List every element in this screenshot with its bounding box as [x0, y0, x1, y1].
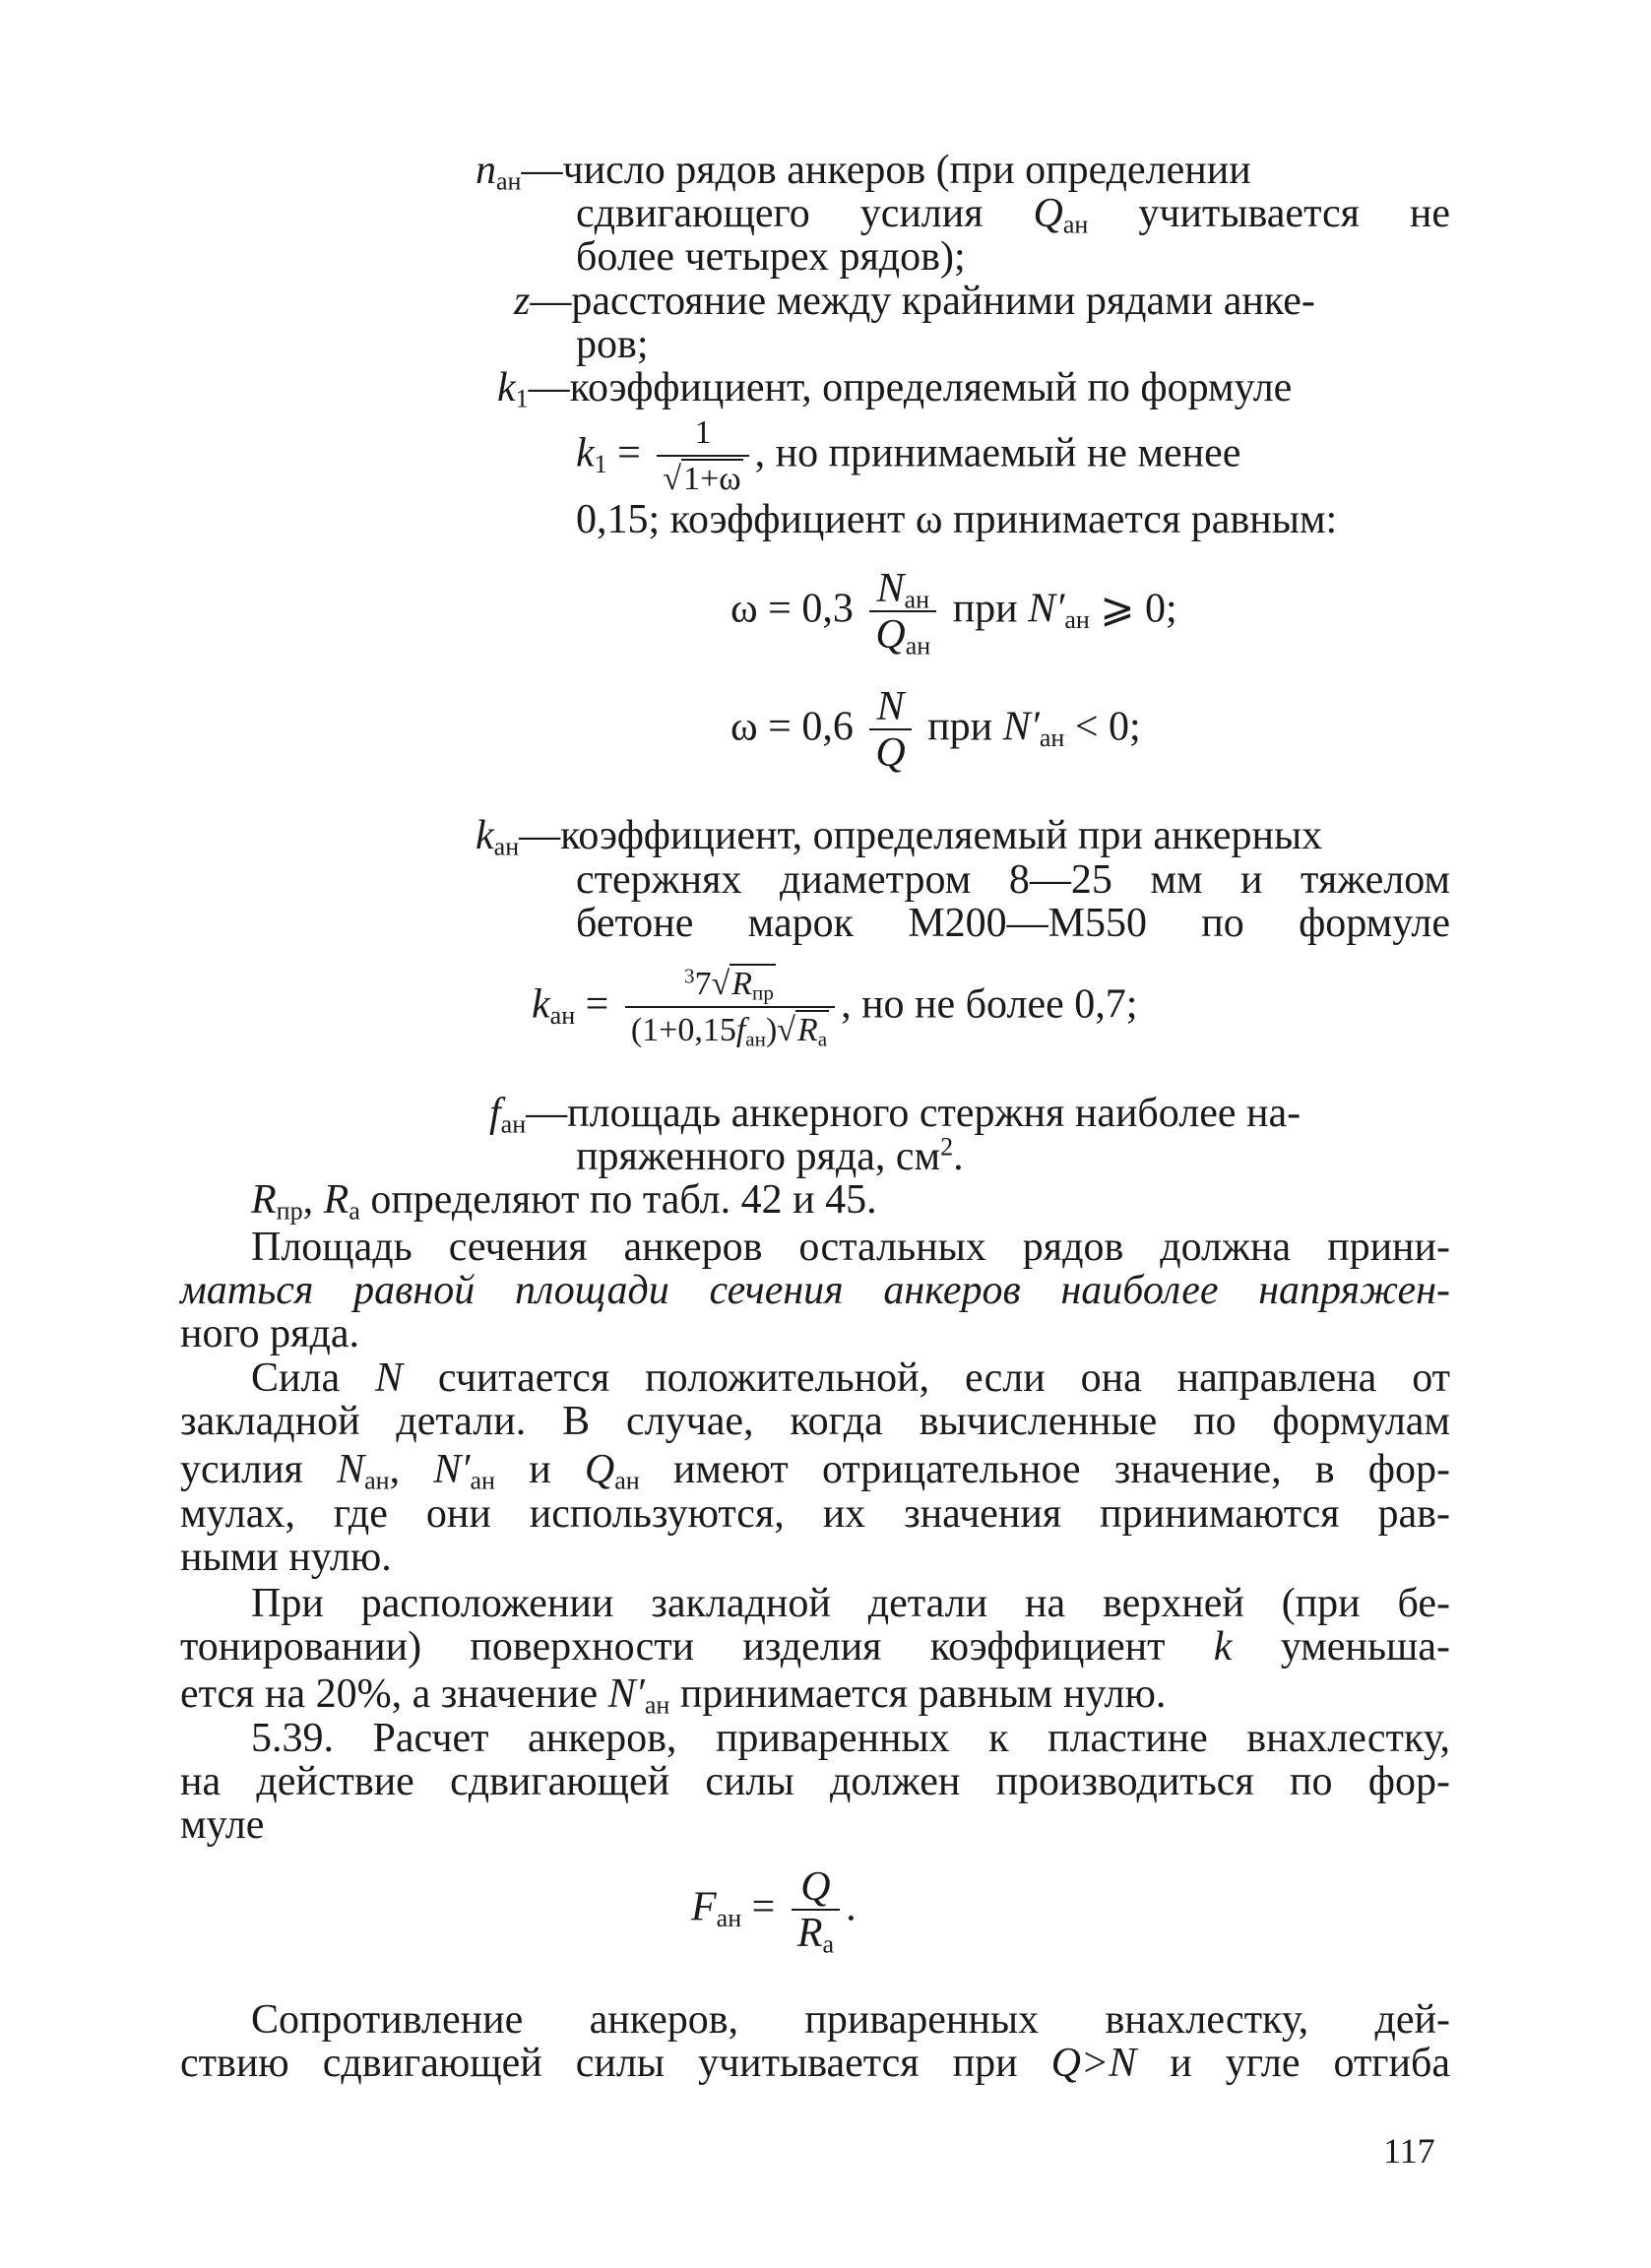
para1-line1: Площадь сечения анкеров остальных рядов должна прини-	[251, 1225, 1450, 1270]
para3-line3: ется на 20%, а значение $N'_{ан}$ принимается равным нулю.	[180, 1671, 1167, 1720]
def-r-line: $R_{пр}$, $R_а$ определяют по табл. 42 и 45.	[251, 1177, 877, 1226]
para3-line1: При расположении закладной детали на верхней (при бе-	[251, 1581, 1450, 1626]
para4-line3: муле	[180, 1802, 265, 1848]
omega2-fraction: $\frac{N}{Q}$	[869, 685, 911, 776]
k-an-fraction: $\frac{^37√R_{пр}}{(1+0,15f_{ан})√R_а}$	[625, 963, 835, 1053]
para1-line3: ного ряда.	[180, 1311, 359, 1356]
para2-line3: усилия $N_{ан}$, $N'_{ан}$ и $Q_{ан}$ имеют отрицательное значение, в фор-	[180, 1447, 1451, 1495]
para2-line5: ными нулю.	[180, 1535, 392, 1580]
omega-formula-2: ω = 0,6 $\frac{N}{Q}$ при $N'_{ан} < 0$;	[730, 684, 1141, 776]
omega-formula-1: ω = 0,3 $\frac{N_{ан}}{Q_{ан}}$ при $N'_{ан}$ ⩾ 0;	[730, 566, 1177, 661]
formula-f-an: $F_{ан}$ = $\frac{Q}{R_а}$ .	[691, 1864, 857, 1959]
def-n-an-line3: более четырех рядов);	[576, 234, 966, 280]
para5-line1: Сопротивление анкеров, приваренных внахлестку, дей-	[251, 1997, 1450, 2043]
def-n-an-line2: сдвигающего усилия $Q_{ан}$ учитывается не	[576, 191, 1450, 239]
para1-line2: маться равной площади сечения анкеров наиболее напряжен-	[180, 1268, 1450, 1313]
def-n-an-line1: $n_{ан}—число$ рядов анкеров (при определении	[476, 148, 1251, 196]
def-k-an-line3: бетоне марок М200—М550 по формуле	[576, 901, 1450, 946]
def-z-line1: z—расстояние между крайними рядами анке-	[514, 279, 1315, 324]
def-z-line2: ров;	[576, 322, 649, 367]
def-k1-line3: 0,15; коэффициент ω принимается равным:	[576, 497, 1338, 542]
k-an-formula: $k_{ан}$ = $\frac{^37√R_{пр}}{(1+0,15f_{ан})√R_а}$ , но не более 0,7;	[532, 963, 1137, 1053]
para2-line2: закладной детали. В случае, когда вычисленные по формулам	[180, 1399, 1450, 1444]
para4-line1: 5.39. Расчет анкеров, приваренных к пластине внахлестку,	[251, 1716, 1450, 1761]
k1-fraction: $\frac{1}{√1+\omega}$	[657, 411, 748, 502]
para5-line2: ствию сдвигающей силы учитывается при Q>N и угле отгиба	[180, 2041, 1451, 2086]
para4-line2: на действие сдвигающей силы должен производиться по фор-	[180, 1759, 1450, 1804]
def-k-an-line2: стержнях диаметром 8—25 мм и тяжелом	[576, 857, 1450, 903]
def-k1-line1: $k_1—коэффициент$, определяемый по формуле	[497, 365, 1293, 413]
omega1-fraction: $\frac{N_{ан}}{Q_{ан}}$	[869, 567, 936, 658]
page-number: 117	[1383, 2131, 1435, 2171]
def-f-an-line2: пряженного ряда, $см^2$.	[576, 1132, 964, 1179]
def-f-an-line1: $f_{ан}—площадь$ анкерного стержня наиболее на-	[489, 1091, 1302, 1139]
para2-line1: Сила N считается положительной, если она направлена от	[251, 1355, 1450, 1401]
def-k1-formula-line: $k_1$ = $\frac{1}{√1+\omega}$ , но принимаемый не менее	[576, 411, 1240, 502]
para2-line4: мулах, где они используются, их значения принимаются рав-	[180, 1491, 1450, 1537]
def-k-an-line1: $k_{ан}—коэффициент$, определяемый при анкерных	[476, 813, 1323, 861]
f-an-fraction: $\frac{Q}{R_а}$	[792, 1865, 840, 1956]
para3-line2: тонировании) поверхности изделия коэффициент k уменьша-	[180, 1624, 1450, 1670]
